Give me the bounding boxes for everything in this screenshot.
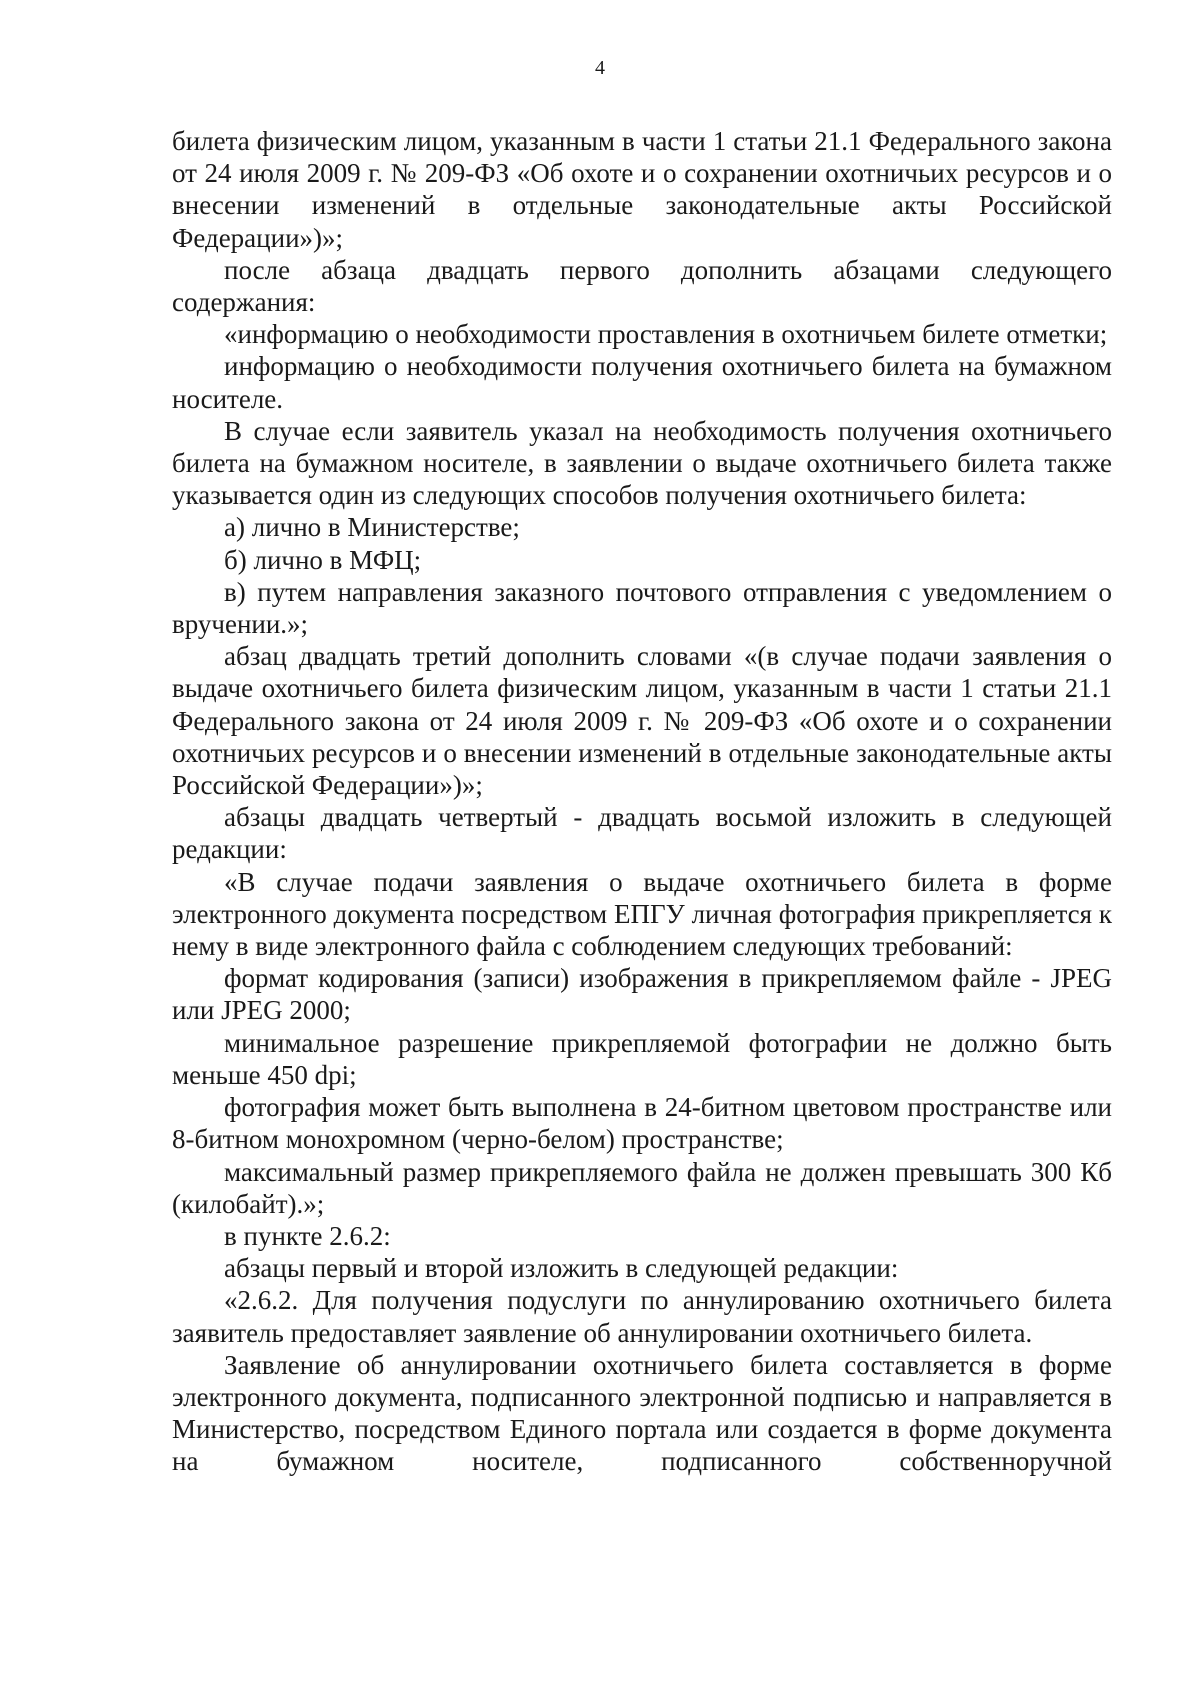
paragraph: формат кодирования (записи) изображения в прикрепляемом файле - JPEG или JPEG 2000; [172,963,1112,1026]
paragraph: абзац двадцать третий дополнить словами «(в случае подачи заявления о выдаче охотничьего билета физическим лицом, указанным в части 1 статьи 21.1 Федерального закона от 24 июля 2009 г. № 209-ФЗ «Об охоте и о сохранении охотничьих ресурсов и о внесении изменений в отдельные законодательные акты Российской Федерации»)»; [172,641,1112,801]
paragraph: «2.6.2. Для получения подуслуги по аннулированию охотничьего билета заявитель предоставляет заявление об аннулировании охотничьего билета. [172,1285,1112,1348]
paragraph: в пункте 2.6.2: [224,1220,391,1251]
paragraph: минимальное разрешение прикрепляемой фотографии не должно быть меньше 450 dpi; [172,1027,1112,1090]
page-number: 4 [595,57,605,79]
paragraph: после абзаца двадцать первого дополнить абзацами следующего содержания: [172,254,1112,318]
paragraph: в) путем направления заказного почтового отправления с уведомлением о вручении.»; [172,576,1112,640]
paragraph: а) лично в Министерстве; [224,512,520,543]
paragraph: билета физическим лицом, указанным в части 1 статьи 21.1 Федерального закона от 24 июля 2009 г. № 209-ФЗ «Об охоте и о сохранении охотничьих ресурсов и о внесении изменений в отдельные законодательные акты Российской Федерации»)»; [172,126,1112,253]
paragraph: Заявление об аннулировании охотничьего билета составляется в форме электронного документа, подписанного электронной подписью и направляется в Министерство, посредством Единого портала или создается в форме документа на бумажном носителе, подписанного собственноручной [172,1349,1112,1477]
paragraph: «В случае подачи заявления о выдаче охотничьего билета в форме электронного документа посредством ЕПГУ личная фотография прикрепляется к нему в виде электронного файла с соблюдением следующих требований: [172,866,1112,962]
paragraph: максимальный размер прикрепляемого файла не должен превышать 300 Кб (килобайт).»; [172,1156,1112,1219]
paragraph: «информацию о необходимости проставления в охотничьем билете отметки; [224,319,1108,350]
paragraph: В случае если заявитель указал на необходимость получения охотничьего билета на бумажном носителе, в заявлении о выдаче охотничьего билета также указывается один из следующих способов получения охотничьего билета: [172,415,1112,511]
paragraph: фотография может быть выполнена в 24-битном цветовом пространстве или 8-битном монохромном (черно-белом) пространстве; [172,1092,1112,1155]
paragraph: абзацы первый и второй изложить в следующей редакции: [224,1253,899,1284]
paragraph: абзацы двадцать четвертый - двадцать восьмой изложить в следующей редакции: [172,802,1112,865]
document-body [172,125,1112,1478]
paragraph: информацию о необходимости получения охотничьего билета на бумажном носителе. [172,351,1112,414]
paragraph: б) лично в МФЦ; [224,544,422,575]
